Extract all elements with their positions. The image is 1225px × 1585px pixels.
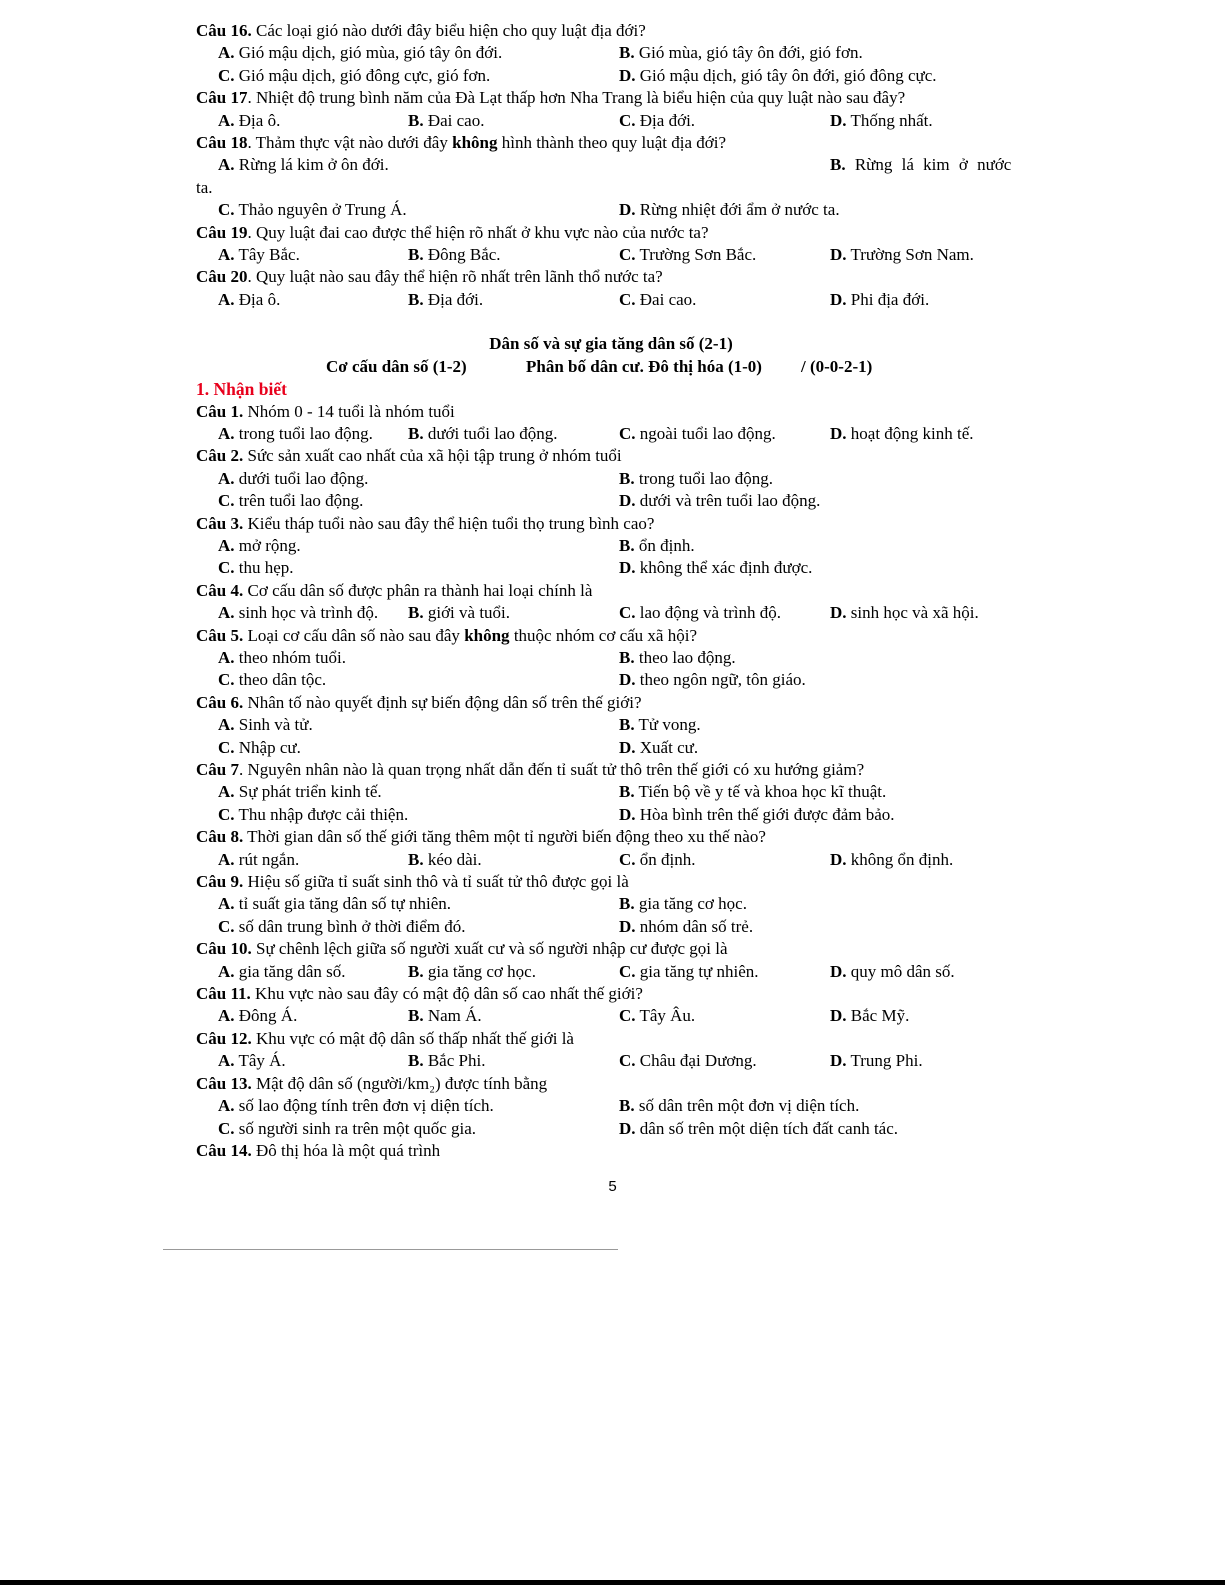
question-list [196, 401, 1026, 1163]
question [196, 513, 1026, 580]
question-label: Câu 7 [196, 760, 239, 779]
question [196, 826, 1026, 871]
question-stem [196, 625, 1026, 647]
options-row [196, 65, 1026, 87]
option-d: D. Thống nhất. [830, 110, 933, 130]
question-stem [196, 692, 1026, 714]
options-row [196, 42, 1026, 64]
option-a: A. mở rộng. [218, 535, 301, 555]
question-stem [196, 1028, 1026, 1050]
option-a: A. rút ngắn. [218, 849, 300, 869]
option-a: A. dưới tuổi lao động. [218, 468, 369, 488]
question-label: Câu 2. [196, 446, 244, 466]
option-c: C. Trường Sơn Bắc. [619, 245, 757, 265]
option-b: B. Rừng lá kim ở nước [830, 155, 1012, 175]
options-row [196, 804, 1026, 826]
question-text: Khu vực nào sau đây có mật độ dân số cao nhất thế giới? [250, 984, 643, 1004]
option-c: C. Thu nhập được cải thiện. [218, 804, 409, 824]
question-text: Sức sản xuất cao nhất của xã hội tập trung ở nhóm tuổi [243, 446, 622, 466]
question-stem: Câu 18. Thảm thực vật nào dưới đây không hình thành theo quy luật địa đới? [196, 133, 727, 153]
question-text: Khu vực có mật độ dân số thấp nhất thế giới là [251, 1028, 574, 1048]
option-d: D. Hòa bình trên thế giới được đảm bảo. [619, 804, 895, 824]
question-label: Câu 3. [196, 513, 244, 533]
question-label: Câu 10. [196, 939, 252, 959]
option-b: B. Đai cao. [408, 110, 485, 130]
options-row [196, 714, 1026, 736]
option-b: B. ổn định. [619, 535, 695, 555]
question-18 [196, 132, 1026, 222]
question-text: Nhân tố nào quyết định sự biến động dân số trên thế giới? [243, 692, 642, 712]
question-label: Câu 1. [196, 401, 244, 421]
question-label: Câu 16. [196, 21, 252, 40]
level-heading: 1. Nhận biết [196, 379, 287, 400]
option-c: C. số người sinh ra trên một quốc gia. [218, 1118, 477, 1138]
option-a: A. Đông Á. [218, 1006, 298, 1026]
option-c: C. Đai cao. [619, 289, 697, 309]
option-d: D. Bắc Mỹ. [830, 1006, 910, 1026]
options-row [196, 602, 1026, 624]
option-b: B. Tử vong. [619, 715, 701, 735]
question [196, 1073, 1026, 1140]
question [196, 1140, 1026, 1162]
question-stem [196, 401, 1026, 423]
question-text: Kiểu tháp tuổi nào sau đây thể hiện tuổi thọ trung bình cao? [243, 513, 655, 533]
question [196, 1028, 1026, 1073]
question-stem [196, 871, 1026, 893]
option-b: B. Bắc Phi. [408, 1051, 486, 1071]
option-d: D. hoạt động kinh tế. [830, 423, 974, 443]
option-c: C. gia tăng tự nhiên. [619, 961, 759, 981]
options-row [196, 849, 1026, 871]
options-row [196, 1118, 1026, 1140]
options-row [196, 1005, 1026, 1027]
option-d: D. nhóm dân số trẻ. [619, 916, 754, 936]
question-text: . Quy luật đai cao được thể hiện rõ nhất ở khu vực nào của nước ta? [247, 222, 709, 242]
option-a: A. Rừng lá kim ở ôn đới. [218, 155, 389, 175]
question-label: Câu 13. [196, 1073, 252, 1093]
option-c: C. Tây Âu. [619, 1006, 696, 1026]
options-row [196, 1050, 1026, 1072]
question [196, 625, 1026, 692]
option-d: D. Gió mậu dịch, gió tây ôn đới, gió đông cực. [619, 65, 937, 85]
options-row [196, 669, 1026, 691]
question [196, 580, 1026, 625]
options-row [196, 468, 1026, 490]
question-text: Nhóm 0 - 14 tuổi là nhóm tuổi [243, 401, 455, 421]
option-c: C. Địa đới. [619, 110, 696, 130]
question-text: . Quy luật nào sau đây thể hiện rõ nhất trên lãnh thổ nước ta? [247, 267, 663, 287]
question-label: Câu 11. [196, 984, 251, 1004]
top-questions [196, 20, 1026, 132]
options-row [196, 961, 1026, 983]
option-b: B. Đông Bắc. [408, 245, 501, 265]
question-label: Câu 4. [196, 580, 244, 600]
question-label: Câu 18 [196, 133, 248, 153]
question-text-after: thuộc nhóm cơ cấu xã hội? [509, 625, 697, 645]
option-a: A. trong tuổi lao động. [218, 423, 373, 443]
question-text: . Nguyên nhân nào là quan trọng nhất dẫn đến tỉ suất tử thô trên thế giới có xu hướng giảm? [238, 760, 865, 779]
option-c: C. thu hẹp. [218, 558, 294, 578]
option-a: A. sinh học và trình độ. [218, 603, 379, 623]
options-row [196, 490, 1026, 512]
options-row [196, 423, 1026, 445]
option-a: A. Tây Á. [218, 1051, 286, 1071]
question-label: Câu 8. [196, 827, 244, 847]
question-stem [196, 1073, 1026, 1095]
question [196, 222, 1026, 267]
option-d: D. dưới và trên tuổi lao động. [619, 491, 821, 511]
question-stem [196, 266, 1026, 288]
question [196, 938, 1026, 983]
option-d: D. Xuất cư. [619, 737, 699, 757]
options-row [196, 1095, 1026, 1117]
option-b: B. dưới tuổi lao động. [408, 423, 558, 443]
option-d: D. theo ngôn ngữ, tôn giáo. [619, 670, 806, 690]
question-label: Câu 5. [196, 625, 244, 645]
option-a: A. Địa ô. [218, 110, 281, 130]
question [196, 266, 1026, 311]
option-a: A. tỉ suất gia tăng dân số tự nhiên. [218, 894, 452, 914]
option-b: B. Địa đới. [408, 289, 484, 309]
options-row [196, 916, 1026, 938]
option-b: B. theo lao động. [619, 647, 736, 667]
question-label: Câu 6. [196, 692, 244, 712]
option-b: B. giới và tuổi. [408, 603, 511, 623]
question [196, 401, 1026, 446]
option-c: C. theo dân tộc. [218, 670, 327, 690]
option-c: C. Gió mậu dịch, gió đông cực, gió fơn. [218, 65, 491, 85]
question [196, 87, 1026, 132]
bottom-border [0, 1580, 1225, 1585]
option-c: C. Nhập cư. [218, 737, 301, 757]
option-b: B. trong tuổi lao động. [619, 468, 773, 488]
option-a: A. Sự phát triển kinh tế. [218, 782, 382, 802]
question-stem [196, 759, 1026, 781]
option-a: A. Sinh và tử. [218, 715, 313, 735]
section-subtitle: Cơ cấu dân số (1-2) Phân bố dân cư. Đô thị hóa (1-0) / (0-0-2-1) [326, 356, 873, 376]
option-c: C. ngoài tuổi lao động. [619, 423, 776, 443]
option-d: D. Trường Sơn Nam. [830, 245, 974, 265]
question-text: Hiệu số giữa tỉ suất sinh thô và tỉ suất tử thô được gọi là [243, 872, 629, 892]
question-stem [196, 87, 1026, 109]
section-title: Dân số và sự gia tăng dân số (2-1) [489, 334, 733, 354]
option-c: C. Châu đại Dương. [619, 1051, 757, 1071]
option-c: C. trên tuổi lao động. [218, 491, 364, 511]
options-row [196, 535, 1026, 557]
option-c: C. số dân trung bình ở thời điểm đó. [218, 916, 466, 936]
mid-questions [196, 222, 1026, 312]
options-row [196, 154, 1026, 176]
footer-rule [163, 1249, 618, 1250]
question-stem [196, 1140, 1026, 1162]
question-text: Các loại gió nào dưới đây biểu hiện cho quy luật địa đới? [251, 21, 646, 40]
option-b: B. Tiến bộ về y tế và khoa học kĩ thuật. [619, 782, 887, 802]
option-b: B. Gió mùa, gió tây ôn đới, gió fơn. [619, 43, 863, 63]
question-stem [196, 20, 1026, 42]
option-d: D. Trung Phi. [830, 1051, 923, 1071]
question-text: Thời gian dân số thế giới tăng thêm một tỉ người biến động theo xu thế nào? [243, 827, 766, 847]
question-text: Mật độ dân số (người/km₂) được tính bằng [251, 1073, 548, 1093]
options-row [196, 737, 1026, 759]
question [196, 983, 1026, 1028]
options-row [196, 110, 1026, 132]
question-label: Câu 12. [196, 1028, 252, 1048]
option-d: D. sinh học và xã hội. [830, 603, 979, 623]
question-stem [196, 222, 1026, 244]
option-d: D. Rừng nhiệt đới ẩm ở nước ta. [619, 200, 840, 220]
options-row [196, 893, 1026, 915]
question-text: Loại cơ cấu dân số nào sau đây [243, 625, 465, 645]
question-label: Câu 20 [196, 267, 248, 287]
question-emphasis: không [464, 625, 510, 645]
option-c: C. Thảo nguyên ở Trung Á. [218, 200, 407, 220]
document-page [196, 20, 1026, 1162]
option-a: A. Địa ô. [218, 289, 281, 309]
option-b: B. Nam Á. [408, 1006, 482, 1026]
question [196, 759, 1026, 826]
option-d: D. không thể xác định được. [619, 558, 813, 578]
option-d: D. dân số trên một diện tích đất canh tác. [619, 1118, 899, 1138]
page-number: 5 [608, 1178, 617, 1195]
question-label: Câu 19 [196, 222, 248, 242]
option-b: B. gia tăng cơ học. [408, 961, 536, 981]
option-a: A. theo nhóm tuổi. [218, 647, 346, 667]
option-a: A. gia tăng dân số. [218, 961, 346, 981]
option-c: C. ổn định. [619, 849, 696, 869]
question-text: Sự chênh lệch giữa số người xuất cư và số người nhập cư được gọi là [251, 939, 728, 959]
question-text: Cơ cấu dân số được phân ra thành hai loại chính là [243, 580, 593, 600]
option-d: D. quy mô dân số. [830, 961, 955, 981]
option-c: C. lao động và trình độ. [619, 603, 781, 623]
question-text: . Nhiệt độ trung bình năm của Đà Lạt thấp hơn Nha Trang là biểu hiện của quy luật nào sau đây? [247, 88, 906, 108]
options-row [196, 781, 1026, 803]
question [196, 445, 1026, 512]
options-row [196, 289, 1026, 311]
question-stem [196, 826, 1026, 848]
question-stem [196, 580, 1026, 602]
question-stem [196, 938, 1026, 960]
question-stem [196, 513, 1026, 535]
options-row [196, 557, 1026, 579]
option-b: B. số dân trên một đơn vị diện tích. [619, 1096, 860, 1116]
question-stem [196, 445, 1026, 467]
question-label: Câu 14. [196, 1140, 252, 1160]
question-text: Đô thị hóa là một quá trình [251, 1140, 441, 1160]
option-a: A. Gió mậu dịch, gió mùa, gió tây ôn đới. [218, 43, 503, 63]
option-b-continuation: ta. [196, 177, 213, 197]
option-b: B. gia tăng cơ học. [619, 894, 747, 914]
option-a: A. Tây Bắc. [218, 245, 300, 265]
option-a: A. số lao động tính trên đơn vị diện tích. [218, 1096, 494, 1116]
question [196, 871, 1026, 938]
question [196, 692, 1026, 759]
option-b: B. kéo dài. [408, 849, 482, 869]
question-label: Câu 17 [196, 88, 248, 108]
option-d: D. Phi địa đới. [830, 289, 930, 309]
question-label: Câu 9. [196, 872, 244, 892]
options-row [196, 199, 1026, 221]
question [196, 20, 1026, 87]
question-stem [196, 983, 1026, 1005]
option-d: D. không ổn định. [830, 849, 954, 869]
options-row [196, 244, 1026, 266]
options-row [196, 647, 1026, 669]
